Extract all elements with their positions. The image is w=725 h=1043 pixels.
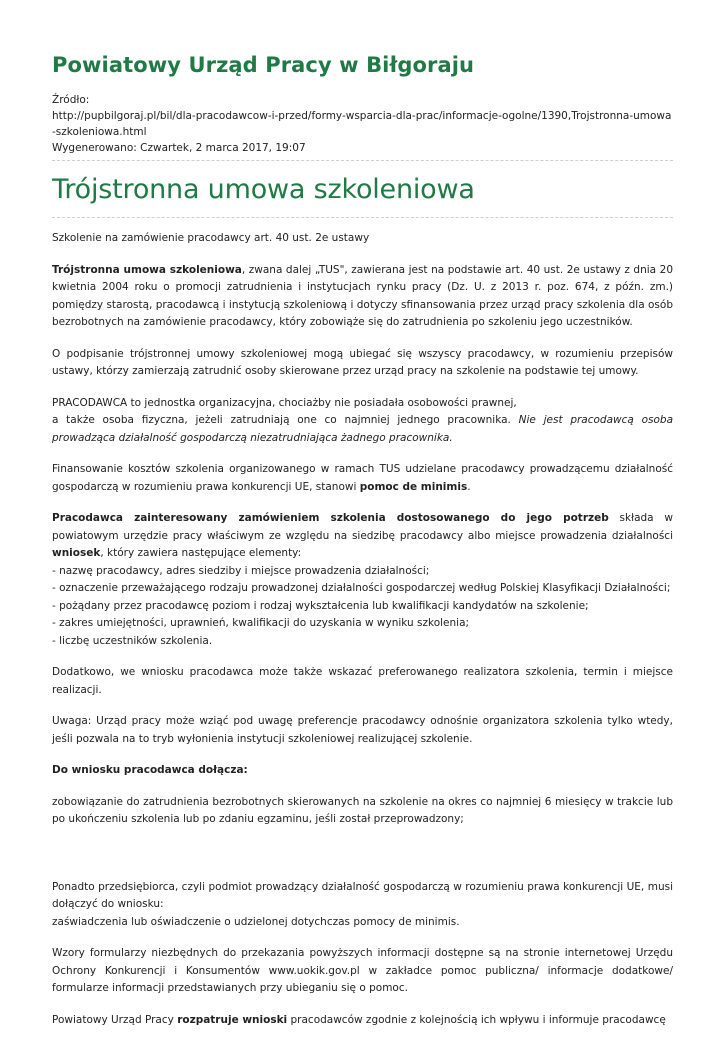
bold-term: rozpatruje wnioski bbox=[177, 1013, 288, 1026]
paragraph-text: składa w powiatowym urzędzie pracy właściwym ze względu na siedzibę pracodawcy albo miejsce prowadzenia działalności bbox=[52, 512, 673, 542]
paragraph-employer-definition bbox=[52, 395, 673, 448]
paragraph-text: , zwana dalej „TUS", zawierana jest na podstawie art. 40 ust. 2e ustawy z dnia 20 kwietnia 2004 roku o promocji zatrudnienia i instytucjach rynku pracy (Dz. U. z 2013 r. poz. 674, z późn. zm.) pomiędzy starostą, pracodawcą i instytucją szkoleniową i dotyczy sfinansowania przez urząd pracy szkolenia dla osób bezrobotnych na zamówienie pracodawcy, który zobowiąże się do zatrudnienia po szkoleniu jego uczestników. bbox=[52, 263, 673, 328]
paragraph-text: , który zawiera następujące elementy: bbox=[100, 547, 302, 559]
paragraph-tus-definition bbox=[52, 262, 673, 332]
list-item: - oznaczenie przeważającego rodzaju prowadzonej działalności gospodarczej według Polskiej Klasyfikacji Działalności; bbox=[52, 582, 671, 594]
paragraph-eligibility: O podpisanie trójstronnej umowy szkoleniowej mogą ubiegać się wszyscy pracodawcy, w rozumieniu przepisów ustawy, którzy zamierzają zatrudnić osoby skierowane przez urząd pracy na szkolenie na podstawie tej umowy. bbox=[52, 347, 673, 377]
paragraph-note: Uwaga: Urząd pracy może wziąć pod uwagę preferencje pracodawcy odnośnie organizatora szkolenia tylko wtedy, jeśli pozwala na to tryb wyłonienia instytucji szkoleniowej realizującej szkolenie. bbox=[52, 715, 673, 745]
paragraph-attachments-heading bbox=[52, 762, 673, 780]
divider-top bbox=[52, 160, 673, 161]
paragraph-line: PRACODAWCA to jednostka organizacyjna, chociażby nie posiadała osobowości prawnej, bbox=[52, 396, 517, 409]
list-item: - pożądany przez pracodawcę poziom i rodzaj wykształcenia lub kwalifikacji kandydatów na szkolenie; bbox=[52, 599, 589, 612]
paragraph-line: Ponadto przedsiębiorca, czyli podmiot prowadzący działalność gospodarczą w rozumieniu prawa konkurencji UE, musi dołączyć do wniosku: bbox=[52, 880, 673, 910]
document-meta bbox=[52, 92, 673, 156]
italic-note: Nie jest pracodawcą osoba prowadząca działalność gospodarczą niezatrudniająca żadnego pracownika. bbox=[52, 414, 673, 444]
bold-term: wniosek bbox=[52, 547, 101, 559]
paragraph-forms: Wzory formularzy niezbędnych do przekazania powyższych informacji dostępne są na stronie internetowej Urzędu Ochrony Konkurencji i Konsumentów www.uokik.gov.pl w zakładce pomoc publiczna/ informacje dodatkowe/ formularze informacji przedstawianych przy ubieganiu się o pomoc. bbox=[52, 947, 673, 994]
paragraph-entrepreneur bbox=[52, 879, 673, 932]
document-body bbox=[52, 230, 673, 1029]
source-url: http://pupbilgoraj.pl/bil/dla-pracodawcow-i-przed/formy-wsparcia-dla-prac/informacje-ogolne/1390,Trojstronna-umowa-szkoleniowa.html bbox=[52, 110, 672, 138]
paragraph-line: zaświadczenia lub oświadczenie o udzielonej dotychczas pomocy de minimis. bbox=[52, 915, 460, 928]
list-item: - zakres umiejętności, uprawnień, kwalifikacji do uzyskania w wyniku szkolenia; bbox=[52, 617, 470, 629]
paragraph-line: a także osoba fizyczna, jeżeli zatrudniają one co najmniej jednego pracownika. bbox=[52, 414, 519, 426]
bold-term: pomoc de minimis bbox=[359, 480, 468, 493]
paragraph-text: pracodawców zgodnie z kolejnością ich wpływu i informuje pracodawcę bbox=[287, 1013, 666, 1026]
paragraph-additional: Dodatkowo, we wniosku pracodawca może także wskazać preferowanego realizatora szkolenia, termin i miejsce realizacji. bbox=[52, 666, 673, 696]
paragraph-text: Powiatowy Urząd Pracy bbox=[52, 1013, 178, 1026]
paragraph-application bbox=[52, 510, 673, 650]
list-item: - nazwę pracodawcy, adres siedziby i miejsce prowadzenia działalności; bbox=[52, 564, 430, 577]
paragraph-processing bbox=[52, 1012, 673, 1030]
divider-bottom bbox=[52, 217, 673, 218]
site-title: Powiatowy Urząd Pracy w Biłgoraju bbox=[52, 53, 475, 77]
paragraph-financing bbox=[52, 461, 673, 496]
document-page bbox=[52, 0, 673, 1043]
blank-space bbox=[52, 843, 673, 879]
bold-term: Pracodawca zainteresowany zamówieniem szkolenia dostosowanego do jego potrzeb bbox=[52, 512, 609, 524]
page-title: Trójstronna umowa szkoleniowa bbox=[52, 174, 475, 205]
source-label: Źródło: bbox=[52, 94, 90, 106]
paragraph-text: . bbox=[467, 480, 471, 493]
intro-paragraph: Szkolenie na zamówienie pracodawcy art. 40 ust. 2e ustawy bbox=[52, 232, 370, 244]
bold-heading: Do wniosku pracodawca dołącza: bbox=[52, 764, 248, 776]
generated-date: Wygenerowano: Czwartek, 2 marca 2017, 19:07 bbox=[52, 142, 306, 154]
paragraph-commitment: zobowiązanie do zatrudnienia bezrobotnych skierowanych na szkolenie na okres co najmniej 6 miesięcy w trakcie lub po ukończeniu szkolenia lub po zdaniu egzaminu, jeśli został przeprowadzony; bbox=[52, 795, 673, 825]
paragraph-text: Finansowanie kosztów szkolenia organizowanego w ramach TUS udzielane pracodawcy prowadzącemu działalność gospodarczą w rozumieniu prawa konkurencji UE, stanowi bbox=[52, 463, 673, 493]
bold-term: Trójstronna umowa szkoleniowa bbox=[52, 263, 242, 276]
list-item: - liczbę uczestników szkolenia. bbox=[52, 634, 213, 647]
